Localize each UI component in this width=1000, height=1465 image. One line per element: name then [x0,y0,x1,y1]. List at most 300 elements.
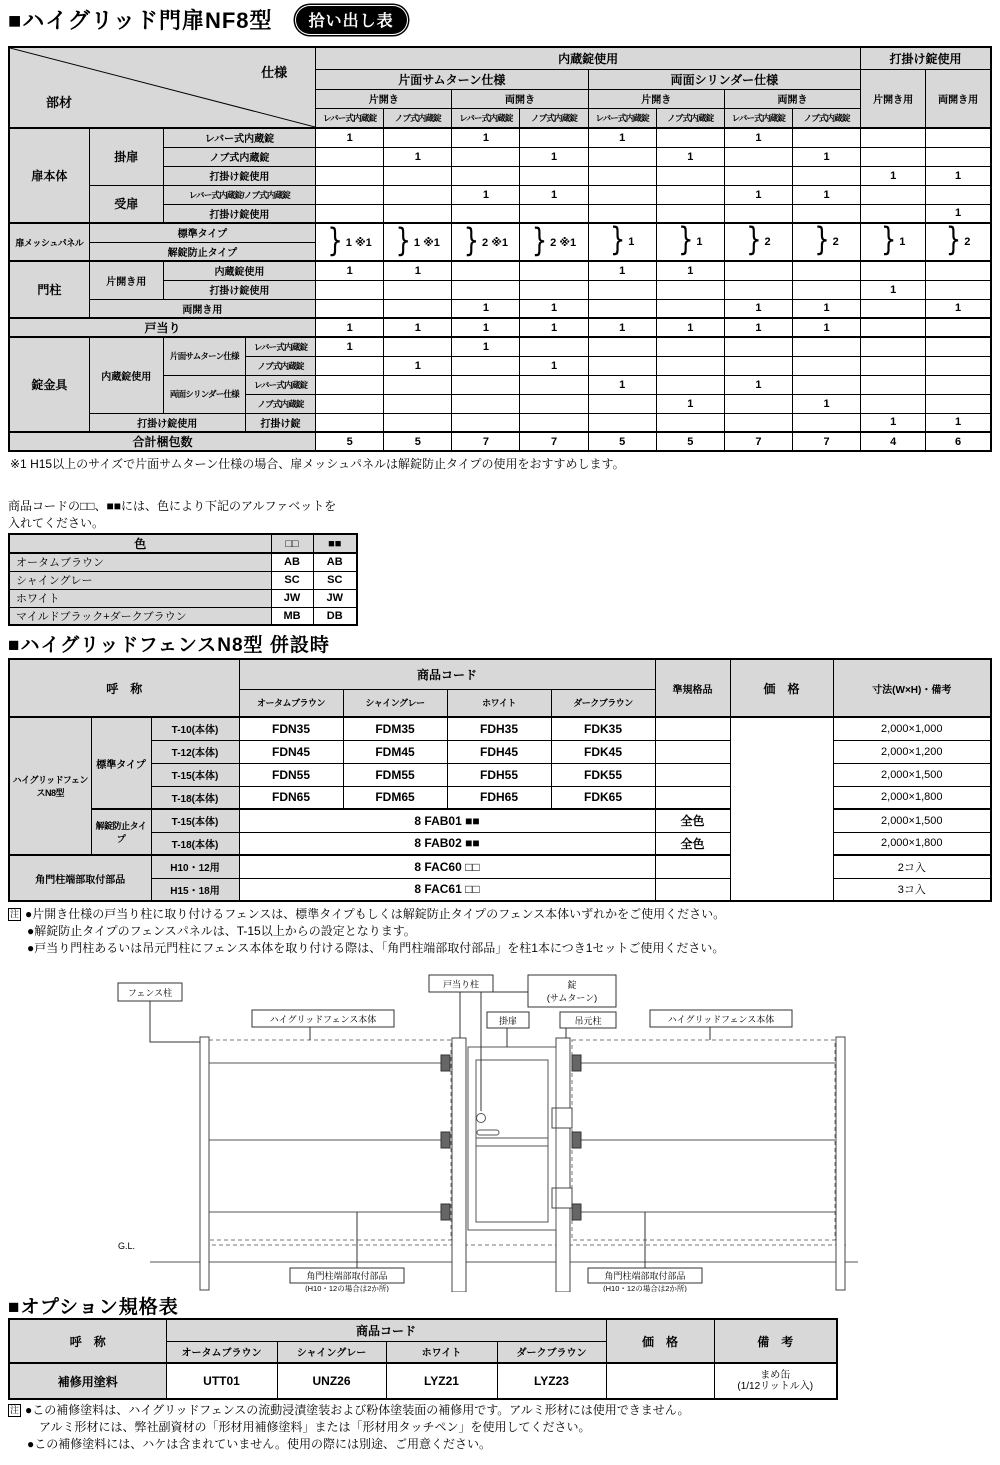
qty-cell: 7 [724,432,792,451]
product-code: FDH45 [447,740,551,763]
qty-cell [452,261,520,280]
row-label: レバー式内蔵錠 [245,375,315,394]
qty-cell [656,204,724,223]
qty-cell [588,280,656,299]
size-label: T-18(本体) [151,832,239,855]
color-code: DB [313,607,357,625]
qty-cell [724,413,792,432]
table-row [9,763,991,786]
row-label: 両面シリンダー仕様 [163,375,245,413]
qty-cell: 1 [792,299,860,318]
row-label: 標準タイプ [91,717,151,809]
qty-cell [724,356,792,375]
table-row [9,318,991,337]
table-row [9,223,991,242]
column-header-filled-squares: ■■ [313,534,357,553]
product-code: LYZ23 [497,1363,606,1399]
qty-cell [926,337,991,356]
qty-cell [656,413,724,432]
qty-cell: 1 [861,280,926,299]
table-row [9,855,991,878]
color-name: ホワイト [9,589,271,607]
row-label: 打掛け錠使用 [163,204,315,223]
qty-cell [316,204,384,223]
color-code: AB [271,553,313,571]
qty-cell: 1 [520,299,588,318]
gl-label: G.L. [118,1241,136,1251]
qty-cell: 1 [520,185,588,204]
color-code: AB [313,553,357,571]
qty-cell [520,280,588,299]
column-header: 片面サムターン仕様 [316,69,589,89]
product-code: LYZ21 [386,1363,497,1399]
product-code: 8 FAB01 ■■ [239,809,655,832]
dimension-cell: 2,000×1,500 [833,763,991,786]
table1-footnote: ※1 H15以上のサイズで片面サムターン仕様の場合、扉メッシュパネルは解錠防止タイプの使用をおすすめします。 [10,457,625,471]
column-header: 片開き用 [861,69,926,128]
qty-cell: 1 [588,318,656,337]
mesh-qty-cell: } 2 [792,223,860,261]
corner-part-note-right: (H10・12の場合は2か所) [603,1284,687,1292]
note-line: ●解錠防止タイプのフェンスパネルは、T-15以上からの設定となります。 [27,924,416,938]
qty-cell [724,280,792,299]
product-code: FDM35 [343,717,447,740]
qty-cell [861,337,926,356]
table-row [9,786,991,809]
table-row [9,571,357,589]
qty-cell [316,394,384,413]
qty-cell [452,147,520,166]
table-row [9,740,991,763]
column-header: 両開き [452,89,588,108]
column-header: レバー式内蔵錠 [452,108,520,128]
qty-cell [656,128,724,147]
table-row [9,1319,837,1341]
qty-cell [861,356,926,375]
row-label: 扉メッシュパネル [9,223,89,261]
row-label: ノブ式内蔵錠 [245,394,315,413]
dimension-cell: 2,000×1,800 [833,832,991,855]
product-code: 8 FAC61 □□ [239,878,655,901]
qty-cell [656,337,724,356]
row-label: 扉本体 [9,128,89,223]
qty-cell: 1 [452,299,520,318]
qty-cell: 1 [792,394,860,413]
semi-standard-cell: 全色 [655,809,730,832]
diagonal-line [10,48,315,127]
table-row [9,607,357,625]
table-row [9,128,991,147]
product-code: FDK55 [551,763,655,786]
product-code: FDM65 [343,786,447,809]
qty-cell: 1 [861,413,926,432]
qty-cell: 1 [792,185,860,204]
table-row [9,1363,837,1399]
qty-value: 2 ※1 [482,236,509,249]
column-header: 内蔵錠使用 [316,47,861,69]
size-label: T-15(本体) [151,763,239,786]
price-cell [606,1363,714,1399]
right-fence-rails [581,1063,835,1212]
table3-notes [8,1402,690,1453]
fence-gate-diagram [0,950,1000,1292]
mesh-qty-cell: } 2 [926,223,991,261]
qty-cell: 1 [520,356,588,375]
fence-post-label: フェンス柱 [127,988,173,998]
mesh-qty-cell: } 2 [724,223,792,261]
product-code: FDH55 [447,763,551,786]
qty-cell [656,280,724,299]
section1-heading [8,4,407,35]
qty-cell [520,413,588,432]
qty-cell [520,337,588,356]
row-label: 受扉 [89,185,163,223]
door-handle [477,1130,499,1135]
column-header: 呼 称 [9,1319,166,1363]
price-cell [730,717,833,901]
qty-cell [926,356,991,375]
row-label: 打掛け錠使用 [89,413,245,432]
qty-cell [926,185,991,204]
column-header: 打掛け錠使用 [861,47,991,69]
qty-cell [384,413,452,432]
row-label: ノブ式内蔵錠 [245,356,315,375]
column-header: ノブ式内蔵錠 [384,108,452,128]
note-line [8,1402,690,1419]
column-header: 色 [9,534,271,553]
qty-cell: 1 [384,261,452,280]
qty-cell [316,299,384,318]
qty-cell [792,128,860,147]
semi-standard-cell [655,786,730,809]
column-header: レバー式内蔵錠 [588,108,656,128]
product-code: FDN35 [239,717,343,740]
color-name: シャイングレー [9,571,271,589]
thumbturn-lock [477,1114,486,1123]
color-code-table [8,533,358,626]
product-code: UNZ26 [277,1363,386,1399]
mesh-qty-cell: } 1 ※1 [316,223,384,261]
hinge-block-lower [552,1188,572,1208]
qty-cell: 1 [316,318,384,337]
gate-stop-post [452,1038,466,1292]
qty-cell [588,185,656,204]
table-row [9,47,991,69]
qty-cell [724,147,792,166]
color-name: マイルドブラック+ダークブラウン [9,607,271,625]
column-header: 価 格 [606,1319,714,1363]
note-line: ●戸当り門柱あるいは吊元門柱にフェンス本体を取り付ける際は、「角門柱端部取付部品」を柱1本につき1セットご使用ください。 [27,941,725,955]
qty-cell: 1 [656,394,724,413]
qty-cell: 1 [792,147,860,166]
row-label: ノブ式内蔵錠 [163,147,315,166]
dimension-cell: 2コ入 [833,855,991,878]
option-table [8,1318,838,1400]
product-code: FDM45 [343,740,447,763]
qty-cell: 1 [926,413,991,432]
table-row [9,878,991,901]
column-header: レバー式内蔵錠 [316,108,384,128]
qty-cell [452,413,520,432]
qty-value: 1 ※1 [413,236,440,249]
color-code: JW [271,589,313,607]
column-header: ダークブラウン [497,1341,606,1363]
lock-label-line2: (サムターン) [546,993,598,1003]
row-label: 角門柱端部取付部品 [9,855,151,901]
qty-cell [861,261,926,280]
qty-cell [926,375,991,394]
note-icon: 注 [10,1405,20,1415]
table-row [9,809,991,832]
column-header: シャイングレー [277,1341,386,1363]
qty-cell: 1 [724,128,792,147]
qty-cell: 1 [384,318,452,337]
column-header: 両面シリンダー仕様 [588,69,861,89]
product-code: FDH65 [447,786,551,809]
qty-cell [384,375,452,394]
semi-standard-cell [655,878,730,901]
fence-body-label-right: ハイグリッドフェンス本体 [667,1014,775,1025]
column-header: ノブ式内蔵錠 [792,108,860,128]
row-label: 門柱 [9,261,89,318]
qty-cell [384,280,452,299]
row-label: 内蔵錠使用 [163,261,315,280]
corner-part-label-left: 角門柱端部取付部品 [306,1271,388,1281]
column-header: 両開き用 [926,69,991,128]
product-code: FDN65 [239,786,343,809]
column-header: ダークブラウン [551,689,655,717]
qty-cell [656,356,724,375]
qty-cell [861,375,926,394]
qty-cell: 7 [520,432,588,451]
row-label: 戸当り [9,318,316,337]
qty-cell [316,356,384,375]
table-row [9,413,991,432]
note-text: ●片開き仕様の戸当り柱に取り付けるフェンスは、標準タイプもしくは解錠防止タイプのフェンス本体いずれかをご使用ください。 [25,907,726,921]
qty-cell: 1 [926,166,991,185]
header-spec: 仕様 [261,65,288,80]
note-icon: 注 [10,909,20,919]
column-header: 片開き [316,89,452,108]
table-row [9,589,357,607]
qty-value: 2 [832,236,839,248]
qty-cell: 5 [384,432,452,451]
qty-cell [861,204,926,223]
qty-value: 1 ※1 [345,236,372,249]
column-header: 備 考 [714,1319,837,1363]
qty-cell [861,185,926,204]
row-label: 打掛け錠 [245,413,315,432]
qty-cell [656,299,724,318]
row-label: ハイグリッドフェンスN8型 [9,717,91,855]
color-code: SC [313,571,357,589]
qty-cell [588,394,656,413]
qty-cell [926,147,991,166]
row-label: 片面サムターン仕様 [163,337,245,375]
qty-cell [861,299,926,318]
lock-label-line1: 錠 [567,980,577,990]
column-header: オータムブラウン [239,689,343,717]
qty-value: 2 [764,236,771,248]
qty-cell: 1 [656,261,724,280]
qty-cell [520,204,588,223]
column-header: ホワイト [386,1341,497,1363]
left-fence-post [200,1037,209,1290]
qty-cell: 5 [588,432,656,451]
column-header-open-squares: □□ [271,534,313,553]
qty-cell [792,204,860,223]
qty-cell [384,128,452,147]
size-label: T-10(本体) [151,717,239,740]
qty-cell: 1 [520,147,588,166]
semi-standard-cell [655,855,730,878]
product-code: FDK65 [551,786,655,809]
section1-title: ■ハイグリッド門扉NF8型 [8,8,273,33]
qty-cell [861,394,926,413]
qty-cell: 1 [588,375,656,394]
column-header: 片開き [588,89,724,108]
corner-part-label-right: 角門柱端部取付部品 [604,1271,686,1281]
product-code: FDN55 [239,763,343,786]
qty-value: 2 [964,236,971,248]
mesh-qty-cell: } 1 [656,223,724,261]
row-label: 補修用塗料 [9,1363,166,1399]
dimension-cell: 2,000×1,800 [833,786,991,809]
right-fence-post [836,1037,845,1290]
qty-cell: 1 [926,204,991,223]
qty-cell [452,356,520,375]
qty-cell [724,204,792,223]
column-header: 寸法(W×H)・備考 [833,659,991,717]
qty-cell [452,375,520,394]
qty-cell [520,375,588,394]
size-label: T-15(本体) [151,809,239,832]
qty-cell [792,413,860,432]
qty-cell [384,394,452,413]
pickup-badge: 拾い出し表 [296,6,407,34]
qty-cell [520,394,588,413]
row-label: レバー式内蔵錠 [163,128,315,147]
qty-cell [384,166,452,185]
qty-cell [452,280,520,299]
qty-cell [724,261,792,280]
qty-cell: 1 [656,147,724,166]
left-fence-rails [209,1063,444,1212]
color-code: MB [271,607,313,625]
table-row [9,717,991,740]
qty-cell: 7 [792,432,860,451]
qty-cell [656,375,724,394]
dimension-cell: 2,000×1,000 [833,717,991,740]
qty-cell [588,337,656,356]
column-header: 呼 称 [9,659,239,717]
qty-cell [316,280,384,299]
product-code: FDM55 [343,763,447,786]
table-row [9,832,991,855]
qty-cell: 1 [588,128,656,147]
qty-cell [384,204,452,223]
table-row [9,299,991,318]
qty-cell [792,375,860,394]
column-header: 準規格品 [655,659,730,717]
gate-hinge-post [556,1038,570,1292]
column-header: 価 格 [730,659,833,717]
qty-cell [861,128,926,147]
qty-cell: 1 [926,299,991,318]
qty-cell [588,299,656,318]
qty-cell: 1 [384,356,452,375]
note-line: ●この補修塗料には、ハケは含まれていません。使用の際には別途、ご用意ください。 [27,1437,491,1451]
qty-cell [724,166,792,185]
qty-cell: 1 [316,128,384,147]
qty-cell: 1 [452,337,520,356]
dimension-cell: 2,000×1,500 [833,809,991,832]
color-code-intro-line2: 入れてください。 [8,516,105,530]
column-header: 両開き [724,89,860,108]
qty-cell [792,261,860,280]
qty-cell [316,413,384,432]
row-label: 両開き用 [89,299,315,318]
qty-cell [588,147,656,166]
section3-heading: ■オプション規格表 [8,1297,179,1318]
mesh-qty-cell: } 2 ※1 [520,223,588,261]
qty-cell: 1 [452,128,520,147]
semi-standard-cell: 全色 [655,832,730,855]
product-code: 8 FAB02 ■■ [239,832,655,855]
qty-cell [724,337,792,356]
qty-value: 1 [696,236,703,248]
semi-standard-cell [655,717,730,740]
qty-cell: 1 [316,261,384,280]
qty-cell: 1 [861,166,926,185]
fence-table [8,658,992,902]
qty-cell: 1 [656,318,724,337]
table-row [9,534,357,553]
qty-cell [926,128,991,147]
qty-cell [926,318,991,337]
qty-cell [926,261,991,280]
qty-cell [656,185,724,204]
leader-lines [150,992,710,1268]
gate-door-label: 掛扉 [498,1016,518,1026]
product-code: FDK45 [551,740,655,763]
qty-cell [792,280,860,299]
fence-body-label-left: ハイグリッドフェンス本体 [269,1014,377,1025]
product-code: FDH35 [447,717,551,740]
qty-cell [588,166,656,185]
dimension-cell: 2,000×1,200 [833,740,991,763]
qty-cell: 1 [724,299,792,318]
qty-cell [792,337,860,356]
qty-cell [926,280,991,299]
note-line: アルミ形材には、弊社副資材の「形材用補修塗料」または「形材用タッチペン」を使用してください。 [39,1420,591,1434]
qty-cell: 6 [926,432,991,451]
mesh-qty-cell: } 1 [588,223,656,261]
qty-cell: 1 [792,318,860,337]
gate-stop-post-label: 戸当り柱 [442,979,480,990]
qty-cell [656,166,724,185]
qty-cell [861,147,926,166]
qty-cell: 1 [588,261,656,280]
hinge-post-label: 吊元柱 [574,1016,602,1026]
table-row [9,659,991,689]
size-label: H10・12用 [151,855,239,878]
note-line [8,906,725,923]
column-header: ノブ式内蔵錠 [520,108,588,128]
qty-cell: 7 [452,432,520,451]
remark-line1: まめ缶 [760,1370,791,1381]
row-label: 打掛け錠使用 [163,280,315,299]
